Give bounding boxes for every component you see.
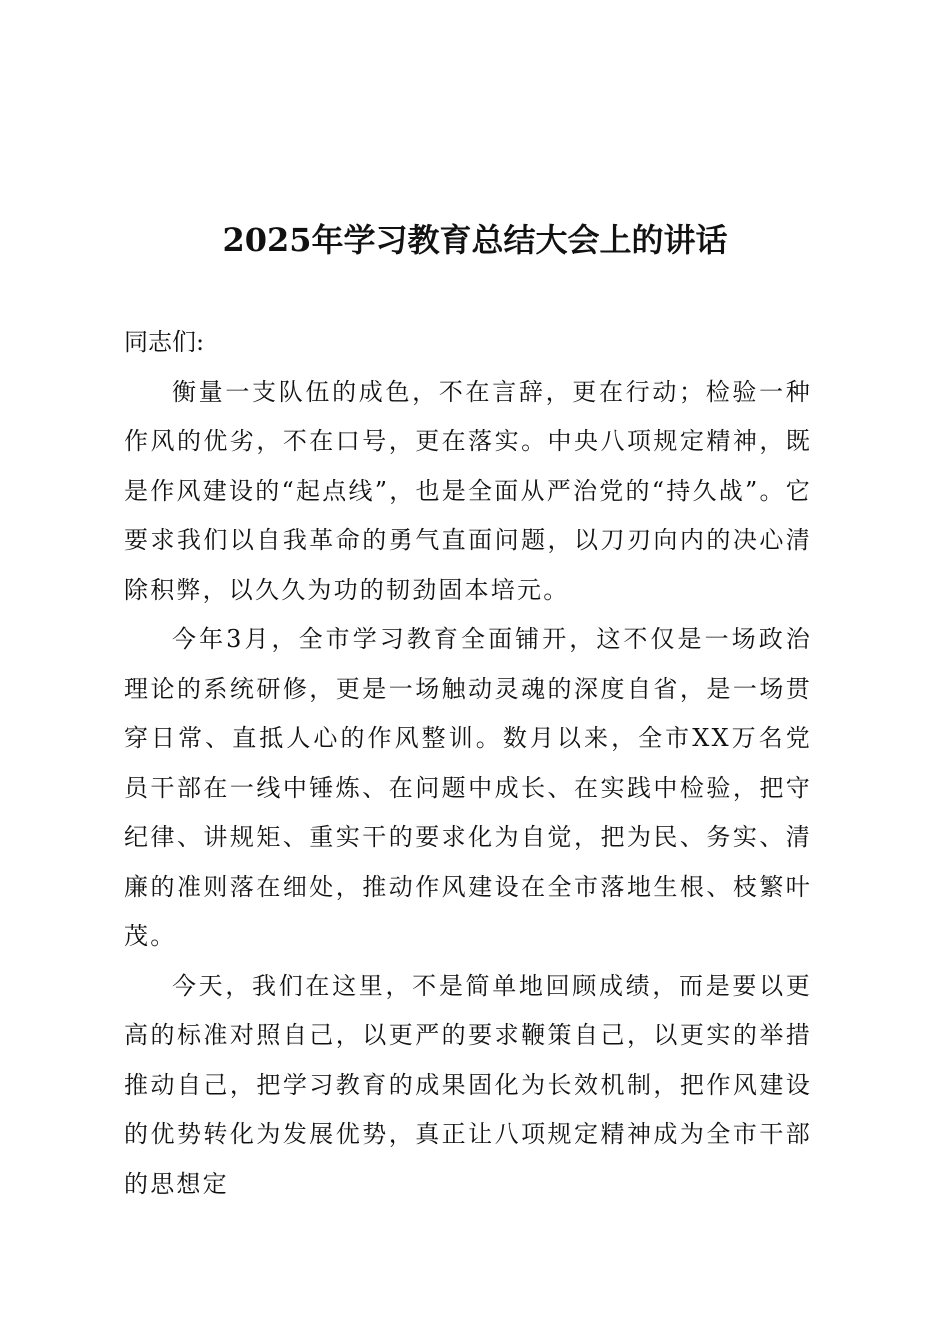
document-title: 2025年学习教育总结大会上的讲话 — [222, 221, 728, 259]
document-body — [124, 318, 812, 1209]
salutation: 同志们: — [124, 328, 205, 356]
paragraph-2: 今年3月，全市学习教育全面铺开，这不仅是一场政治理论的系统研修，更是一场触动灵魂的深度自省，是一场贯穿日常、直抵人心的作风整训。数月以来，全市XX万名党员干部在一线中锤炼、在问题中成长、在实践中检验，把守纪律、讲规矩、重实干的要求化为自觉，把为民、务实、清廉的准则落在细处，推动作风建设在全市落地生根、枝繁叶茂。 — [124, 625, 812, 950]
paragraph-3: 今天，我们在这里，不是简单地回顾成绩，而是要以更高的标准对照自己，以更严的要求鞭策自己，以更实的举措推动自己，把学习教育的成果固化为长效机制，把作风建设的优势转化为发展优势，真正让八项规定精神成为全市干部的思想定 — [124, 971, 812, 1198]
paragraph-1: 衡量一支队伍的成色，不在言辞，更在行动；检验一种作风的优劣，不在口号，更在落实。中央八项规定精神，既是作风建设的“起点线”，也是全面从严治党的“持久战”。它要求我们以自我革命的勇气直面问题，以刀刃向内的决心清除积弊，以久久为功的韧劲固本培元。 — [124, 377, 812, 604]
